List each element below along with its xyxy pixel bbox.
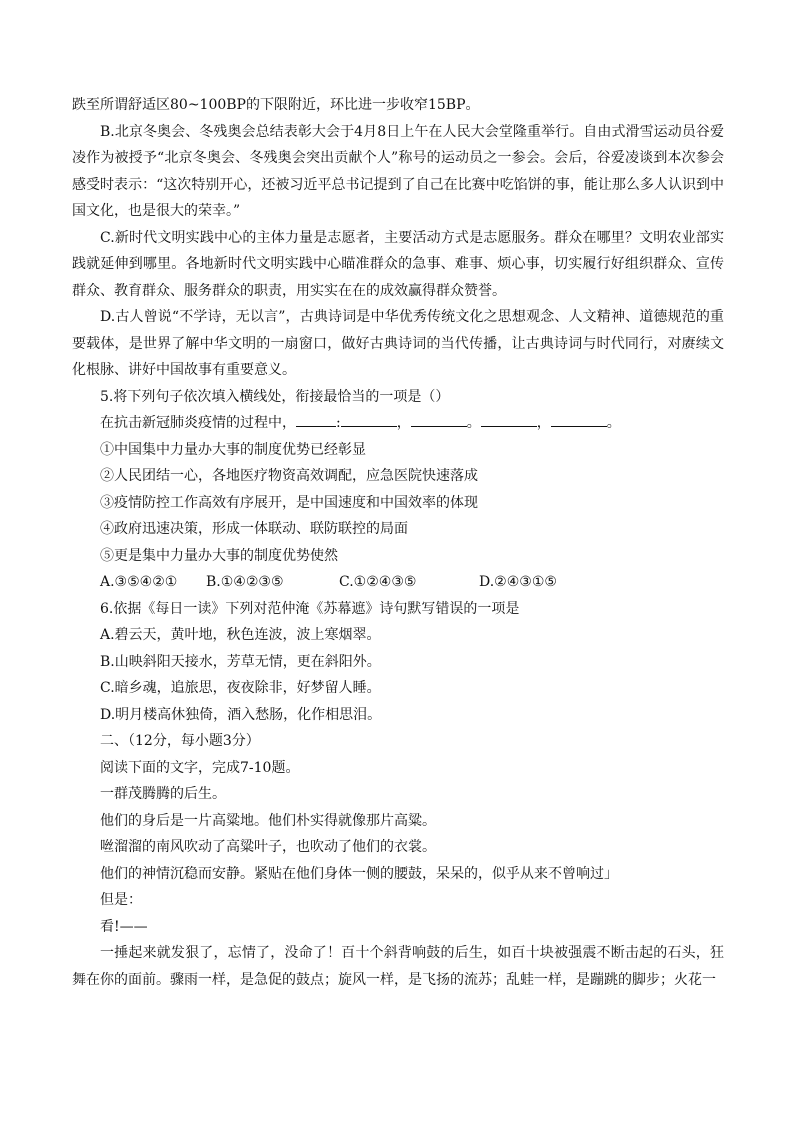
question-6-option-a: A.碧云天，黄叶地，秋色连波，波上寒烟翠。 [100, 627, 381, 643]
question-6-option-b: B.山映斜阳天接水，芳草无情，更在斜阳外。 [100, 653, 381, 670]
period-mark: 。 [606, 415, 621, 431]
question-5-stem: 5.将下列句子依次填入横线处，衔接最恰当的一项是（） [100, 388, 450, 405]
colon-mark: : [336, 415, 341, 431]
question-5-options [72, 569, 724, 596]
reading-line: 咝溜溜的南风吹动了高粱叶子，也吹动了他们的衣裳。 [100, 839, 436, 855]
question-6-option-d: D.明月楼高休独倚，酒入愁肠，化作相思泪。 [100, 706, 382, 723]
fill-blank [341, 412, 397, 427]
option-c-paragraph: C.新时代文明实践中心的主体力量是志愿者，主要活动方式是志愿服务。群众在哪里？文明农业部实践就延伸到哪里。各地新时代文明实践中心瞄准群众的急事、难事、烦心事，切实履行好组织群众、宣传群众、教育群众、服务群众的职责，用实实在在的成效赢得群众赞誉。 [72, 229, 724, 299]
reading-paragraph: 一捶起来就发狠了，忘情了，没命了！百十个斜背响鼓的后生，如百十块被强震不断击起的石头，狂舞在你的面前。骤雨一样，是急促的鼓点；旋风一样，是飞扬的流苏；乱蛙一样，是蹦跳的脚步；火花一 [72, 945, 724, 988]
sentence-item: ④政府迅速决策，形成一体联动、联防联控的局面 [100, 521, 408, 537]
sentence-item: ③疫情防控工作高效有序展开，是中国速度和中国效率的体现 [100, 494, 478, 511]
sentence-item: ②人民团结一心，各地医疗物资高效调配，应急医院快速落成 [100, 468, 478, 484]
reading-line: 但是： [100, 892, 142, 908]
question-6-stem: 6.依据《每日一读》下列对范仲淹《苏幕遮》诗句默写错误的一项是 [100, 600, 520, 617]
fill-blank [296, 412, 336, 427]
reading-line: 看!—— [100, 918, 148, 935]
reading-line: 一群茂腾腾的后生。 [100, 786, 226, 802]
fill-blank [481, 412, 537, 427]
comma-mark: ， [396, 415, 411, 431]
question-6-option-c: C.暗乡魂，追旅思，夜夜除非，好梦留人睡。 [100, 680, 381, 696]
option-b: B.①④②③⑤ [206, 574, 284, 590]
reading-line: 他们的身后是一片高粱地。他们朴实得就像那片高粱。 [100, 812, 436, 829]
question-5-sentence [72, 410, 724, 437]
period-mark: 。 [466, 415, 481, 431]
option-d-paragraph: D.古人曾说“不学诗，无以言”，古典诗词是中华优秀传统文化之思想观念、人文精神、道德规范的重要载体，是世界了解中华文明的一扇窗口，做好古典诗词的当代传播，让古典诗词与时代同行，对赓续文化根脉、讲好中国故事有重要意义。 [72, 309, 724, 378]
option-d: D.②④③①⑤ [479, 574, 557, 590]
reading-line: 他们的神情沉稳而安静。紧贴在他们身体一侧的腰鼓，呆呆的，似乎从来不曾响过」 [100, 865, 618, 882]
option-c: C.①②④③⑤ [339, 574, 417, 590]
document-body [72, 92, 724, 993]
sentence-item: ⑤更是集中力量办大事的制度优势使然 [100, 547, 338, 564]
option-b-paragraph: B.北京冬奥会、冬残奥会总结表彰大会于4月8日上午在人民大会堂隆重举行。自由式滑雪运动员谷爱凌作为被授予“北京冬奥会、冬残奥会突出贡献个人”称号的运动员之一参会。会后，谷爱凌谈到本次参会感受时表示：“这次特别开心，还被习近平总书记提到了自己在比赛中吃馅饼的事，能让那么多人认识到中国文化，也是很大的荣幸。” [72, 123, 724, 219]
paragraph: 跌至所谓舒适区80~100BP的下限附近，环比进一步收窄15BP。 [72, 97, 480, 113]
fill-blank [411, 412, 467, 427]
section-instruction: 阅读下面的文字，完成7-10题。 [100, 759, 300, 776]
sentence-lead: 在抗击新冠肺炎疫情的过程中， [100, 415, 296, 431]
section-heading: 二、（12分，每小题3分） [100, 733, 260, 749]
option-a: A.③⑤④②① [100, 574, 178, 590]
comma-mark: ， [536, 415, 551, 431]
fill-blank [551, 412, 607, 427]
sentence-item: ①中国集中力量办大事的制度优势已经彰显 [100, 441, 366, 458]
